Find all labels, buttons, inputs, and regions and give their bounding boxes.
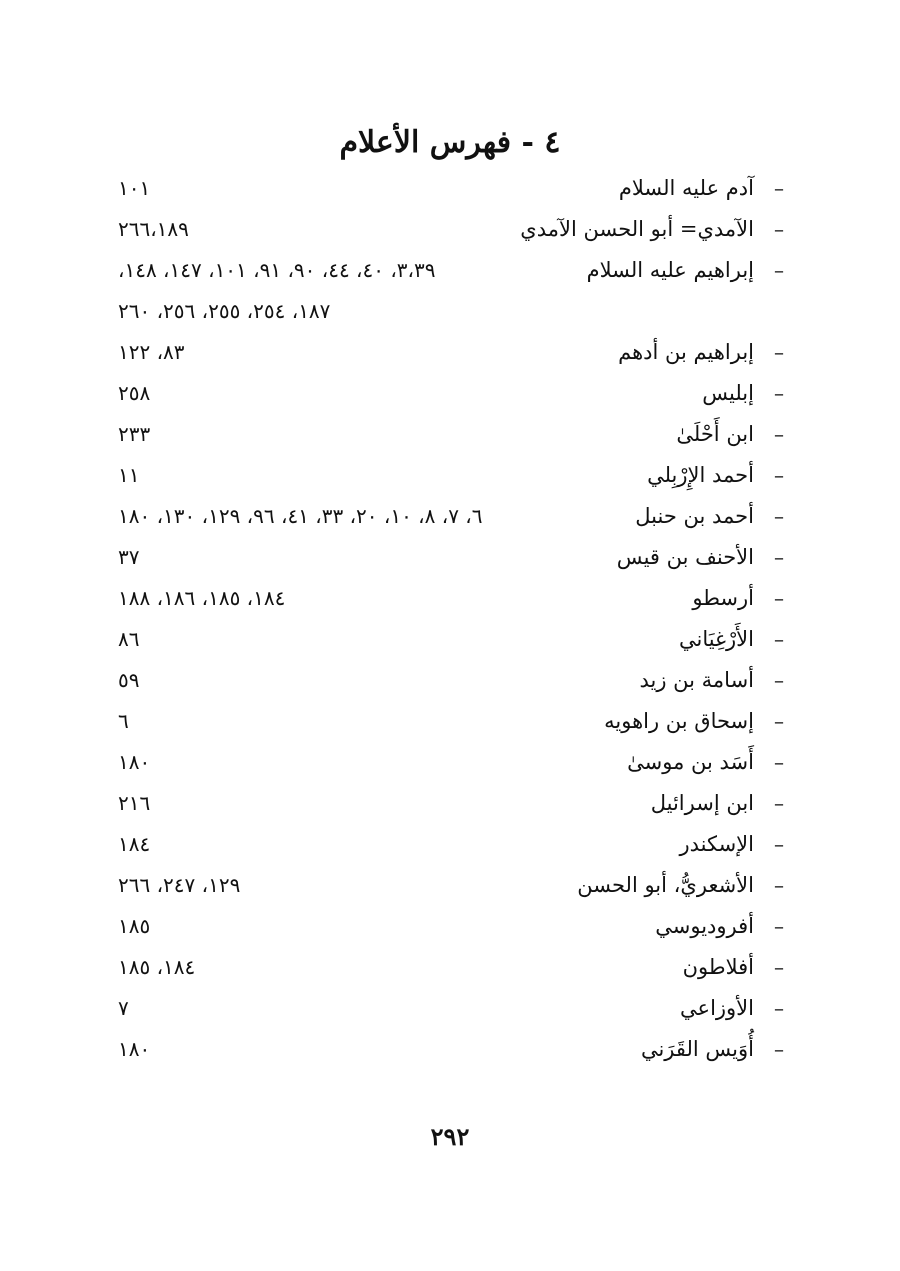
pages-line: ١٨٤ xyxy=(118,832,151,856)
index-entry xyxy=(100,1029,790,1070)
index-entry xyxy=(100,742,790,783)
index-entry xyxy=(100,701,790,742)
entry-pages xyxy=(118,537,139,578)
entry-dash: – xyxy=(774,586,784,610)
pages-line: ١٨٠ xyxy=(118,750,151,774)
entry-pages xyxy=(118,496,483,537)
entry-name: إبراهيم عليه السلام xyxy=(586,258,754,282)
index-entry xyxy=(100,783,790,824)
entry-name: أفلاطون xyxy=(682,955,754,979)
index-entry xyxy=(100,250,790,332)
entry-dash: – xyxy=(774,996,784,1020)
index-entry xyxy=(100,496,790,537)
pages-line: ١٠١ xyxy=(118,176,151,200)
index-entry xyxy=(100,209,790,250)
pages-line: ١٨٧، ٢٥٤، ٢٥٥، ٢٥٦، ٢٦٠ xyxy=(118,299,331,323)
entry-dash: – xyxy=(774,627,784,651)
index-entry xyxy=(100,373,790,414)
pages-line: ٣٧ xyxy=(118,545,140,569)
entry-name: أرسطو xyxy=(692,586,754,610)
entry-pages xyxy=(118,168,150,209)
entry-name: ابن إسرائيل xyxy=(650,791,754,815)
entry-dash: – xyxy=(774,750,784,774)
entry-dash: – xyxy=(774,176,784,200)
entry-pages xyxy=(118,619,139,660)
entry-name: الإسكندر xyxy=(679,832,754,856)
entry-pages xyxy=(118,660,139,701)
entry-pages xyxy=(118,742,150,783)
entry-name: الأوزاعي xyxy=(680,996,754,1020)
entry-dash: – xyxy=(774,914,784,938)
pages-line: ٢٥٨ xyxy=(118,381,151,405)
entry-pages xyxy=(118,824,150,865)
index-entry xyxy=(100,414,790,455)
pages-line: ١٨٠ xyxy=(118,1037,151,1061)
entry-pages xyxy=(118,701,129,742)
pages-line: ٢٣٣ xyxy=(118,422,151,446)
entry-dash: – xyxy=(774,258,784,282)
entry-dash: – xyxy=(774,545,784,569)
entry-dash: – xyxy=(774,873,784,897)
entry-name: إبليس xyxy=(702,381,754,405)
entry-dash: – xyxy=(774,381,784,405)
pages-line: ١١ xyxy=(118,463,140,487)
entry-name: الأَرْغِيَاني xyxy=(678,627,754,651)
entry-dash: – xyxy=(774,709,784,733)
entry-dash: – xyxy=(774,422,784,446)
entry-name: أفروديوسي xyxy=(655,914,754,938)
entry-name: إسحاق بن راهويه xyxy=(604,709,754,733)
entry-pages xyxy=(118,332,185,373)
index-entry xyxy=(100,537,790,578)
pages-line: ٨٣، ١٢٢ xyxy=(118,340,185,364)
entry-pages xyxy=(118,947,195,988)
entry-name: أَسَد بن موسىٰ xyxy=(627,750,754,774)
pages-line: ٦ xyxy=(118,709,129,733)
index-entry xyxy=(100,906,790,947)
page-number: ٢٩٢ xyxy=(430,1122,470,1151)
index-entry xyxy=(100,619,790,660)
entry-pages xyxy=(118,578,285,619)
entry-name: الآمدي= أبو الحسن الآمدي xyxy=(520,217,754,241)
entry-pages xyxy=(118,209,189,250)
entry-dash: – xyxy=(774,955,784,979)
index-entry xyxy=(100,168,790,209)
entry-pages xyxy=(118,250,435,332)
entry-pages xyxy=(118,988,129,1029)
entry-pages xyxy=(118,373,150,414)
entry-dash: – xyxy=(774,340,784,364)
entry-pages xyxy=(118,865,240,906)
pages-line: ٢١٦ xyxy=(118,791,151,815)
pages-line: ١٨٥ xyxy=(118,914,151,938)
pages-line: ١٢٩، ٢٤٧، ٢٦٦ xyxy=(118,873,241,897)
page-title: ٤ - فهرس الأعلام xyxy=(339,125,561,160)
entry-name: الأحنف بن قيس xyxy=(616,545,754,569)
index-entry xyxy=(100,824,790,865)
entry-name: الأشعريُّ، أبو الحسن xyxy=(577,873,754,897)
entry-dash: – xyxy=(774,832,784,856)
entry-name: إبراهيم بن أدهم xyxy=(618,340,754,364)
pages-line: ٢٦٦،١٨٩ xyxy=(118,217,189,241)
pages-line: ٦، ٧، ٨، ١٠، ٢٠، ٣٣، ٤١، ٩٦، ١٢٩، ١٣٠، ١٨٠ xyxy=(118,504,483,528)
entry-name: ابن أَحْلَىٰ xyxy=(676,422,754,446)
pages-line: ٨٦ xyxy=(118,627,140,651)
entry-pages xyxy=(118,906,150,947)
pages-line: ١٨٤، ١٨٥، ١٨٦، ١٨٨ xyxy=(118,586,286,610)
entry-pages xyxy=(118,414,150,455)
names-index-list xyxy=(100,168,790,1070)
entry-dash: – xyxy=(774,217,784,241)
index-entry xyxy=(100,578,790,619)
entry-name: أُوَيس القَرَني xyxy=(640,1037,754,1061)
entry-dash: – xyxy=(774,791,784,815)
entry-pages xyxy=(118,783,150,824)
entry-dash: – xyxy=(774,463,784,487)
pages-line: ١٨٤، ١٨٥ xyxy=(118,955,196,979)
entry-pages xyxy=(118,455,139,496)
pages-line: ٧ xyxy=(118,996,129,1020)
entry-pages xyxy=(118,1029,150,1070)
entry-dash: – xyxy=(774,504,784,528)
entry-name: آدم عليه السلام xyxy=(618,176,754,200)
index-entry xyxy=(100,455,790,496)
index-entry xyxy=(100,660,790,701)
pages-line: ٣،٣٩، ٤٠، ٤٤، ٩٠، ٩١، ١٠١، ١٤٧، ١٤٨، xyxy=(118,258,436,282)
entry-name: أحمد بن حنبل xyxy=(635,504,754,528)
index-entry xyxy=(100,865,790,906)
entry-dash: – xyxy=(774,1037,784,1061)
entry-dash: – xyxy=(774,668,784,692)
entry-name: أسامة بن زيد xyxy=(639,668,754,692)
index-entry xyxy=(100,332,790,373)
entry-name: أحمد الإِرْبِلي xyxy=(647,463,754,487)
pages-line: ٥٩ xyxy=(118,668,140,692)
index-entry xyxy=(100,988,790,1029)
index-entry xyxy=(100,947,790,988)
